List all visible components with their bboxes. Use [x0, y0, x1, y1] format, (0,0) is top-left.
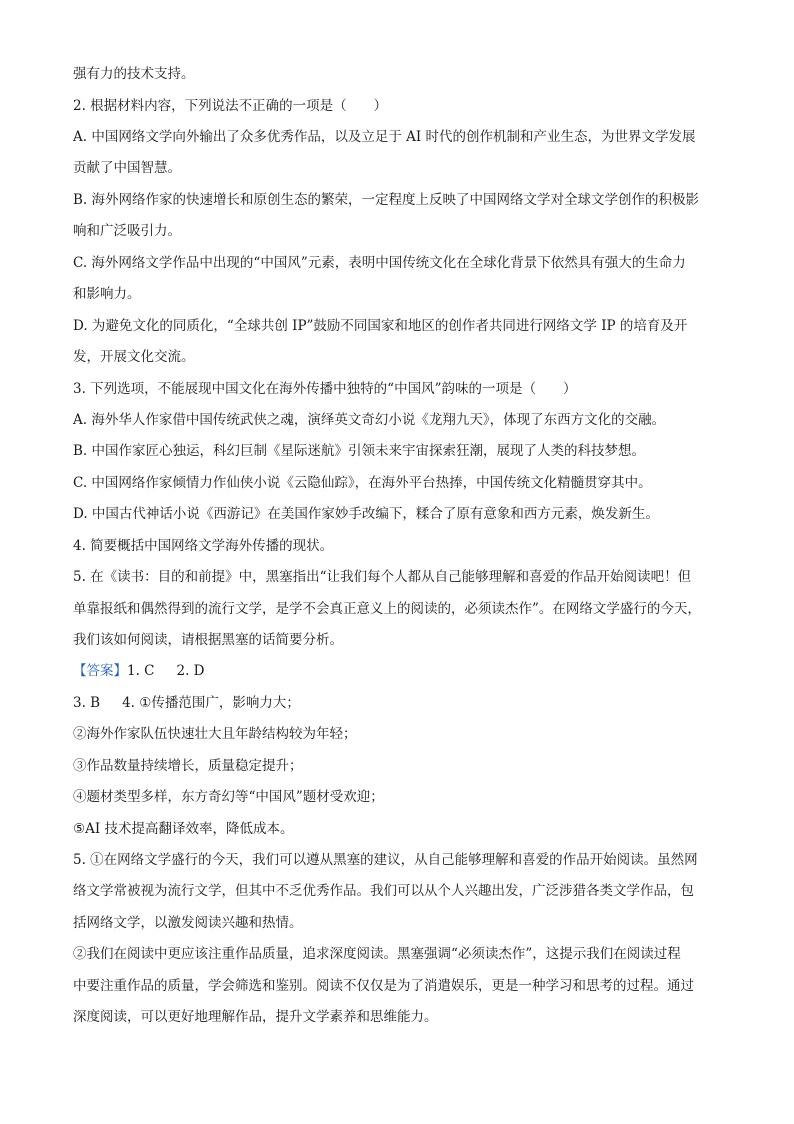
question-4: 4. 简要概括中国网络文学海外传播的现状。 [73, 538, 334, 554]
option-a: A. 中国网络文学向外输出了众多优秀作品，以及立足于 AI 时代的创作机制和产业生态，为世界文学发展 [73, 129, 696, 145]
option-d: D. 为避免文化的同质化，“全球共创 IP”鼓励不同国家和地区的创作者共同进行网络文学 IP 的培育及开 [73, 318, 688, 334]
option-a: A. 海外华人作家借中国传统武侠之魂，演绎英文奇幻小说《龙翔九天》，体现了东西方文化的交融。 [73, 412, 666, 428]
option-d: D. 中国古代神话小说《西游记》在美国作家妙手改编下，糅合了原有意象和西方元素，焕发新生。 [73, 506, 659, 522]
answer-line: ③作品数量持续增长，质量稳定提升； [73, 758, 303, 774]
answer-line: ④题材类型多样，东方奇幻等“中国风”题材受欢迎； [73, 789, 384, 805]
answer-4: 4. ①传播范围广，影响力大； [122, 695, 300, 711]
option-b: B. 海外网络作家的快速增长和原创生态的繁荣，一定程度上反映了中国网络文学对全球文学创作的积极影 [73, 192, 700, 208]
option-c: C. 中国网络作家倾情力作仙侠小说《云隐仙踪》，在海外平台热捧，中国传统文化精髓贯穿其中。 [73, 475, 652, 491]
answer-line: ②我们在阅读中更应该注重作品质量，追求深度阅读。黑塞强调“必须读杰作”，这提示我们在阅读过程 [73, 946, 681, 962]
question-2: 2. 根据材料内容，下列说法不正确的一项是（ ） [73, 98, 388, 114]
text-line: 强有力的技术支持。 [73, 66, 195, 82]
answer-line: 括网络文学，以激发阅读兴趣和热情。 [73, 915, 303, 931]
answer-line: 深度阅读，可以更好地理解作品，提升文学素养和思维能力。 [73, 1009, 438, 1025]
answer-line: ⑤AI 技术提高翻译效率，降低成本。 [73, 821, 294, 837]
question-3: 3. 下列选项，不能展现中国文化在海外传播中独特的“中国风”韵味的一项是（ ） [73, 381, 577, 397]
answer-line: 中要注重作品的质量，学会筛选和鉴别。阅读不仅仅是为了消遣娱乐，更是一种学习和思考的过程。通过 [73, 978, 694, 994]
option-c: C. 海外网络文学作品中出现的“中国风”元素，表明中国传统文化在全球化背景下依然具有强大的生命力 [73, 255, 686, 271]
answer-2: 2. D [176, 663, 205, 679]
text-line: 响和广泛吸引力。 [73, 223, 181, 239]
text-line: 和影响力。 [73, 286, 141, 302]
answer-row [73, 693, 723, 713]
text-line: 贡献了中国智慧。 [73, 160, 181, 176]
answer-header [73, 661, 723, 681]
text-line: 发，开展文化交流。 [73, 349, 195, 365]
option-b: B. 中国作家匠心独运，科幻巨制《星际迷航》引领未来宇宙探索狂潮，展现了人类的科技梦想。 [73, 443, 646, 459]
answer-line: 络文学常被视为流行文学，但其中不乏优秀作品。我们可以从个人兴趣出发，广泛涉猎各类文学作品，包 [73, 883, 694, 899]
text-line: 我们该如何阅读，请根据黑塞的话简要分析。 [73, 632, 343, 648]
text-line: 单靠报纸和偶然得到的流行文学，是学不会真正意义上的阅读的，必须读杰作”。在网络文学盛行的今天， [73, 601, 701, 617]
question-5: 5. 在《读书：目的和前提》中，黑塞指出“让我们每个人都从自己能够理解和喜爱的作品开始阅读吧！但 [73, 569, 692, 585]
answer-line: 5. ①在网络文学盛行的今天，我们可以遵从黑塞的建议，从自己能够理解和喜爱的作品开始阅读。虽然网 [73, 852, 698, 868]
answer-line: ②海外作家队伍快速壮大且年龄结构较为年轻； [73, 726, 357, 742]
answer-3: 3. B [73, 695, 101, 711]
answer-1: 1. C [127, 663, 155, 679]
answer-label: 【答案】 [73, 663, 127, 679]
